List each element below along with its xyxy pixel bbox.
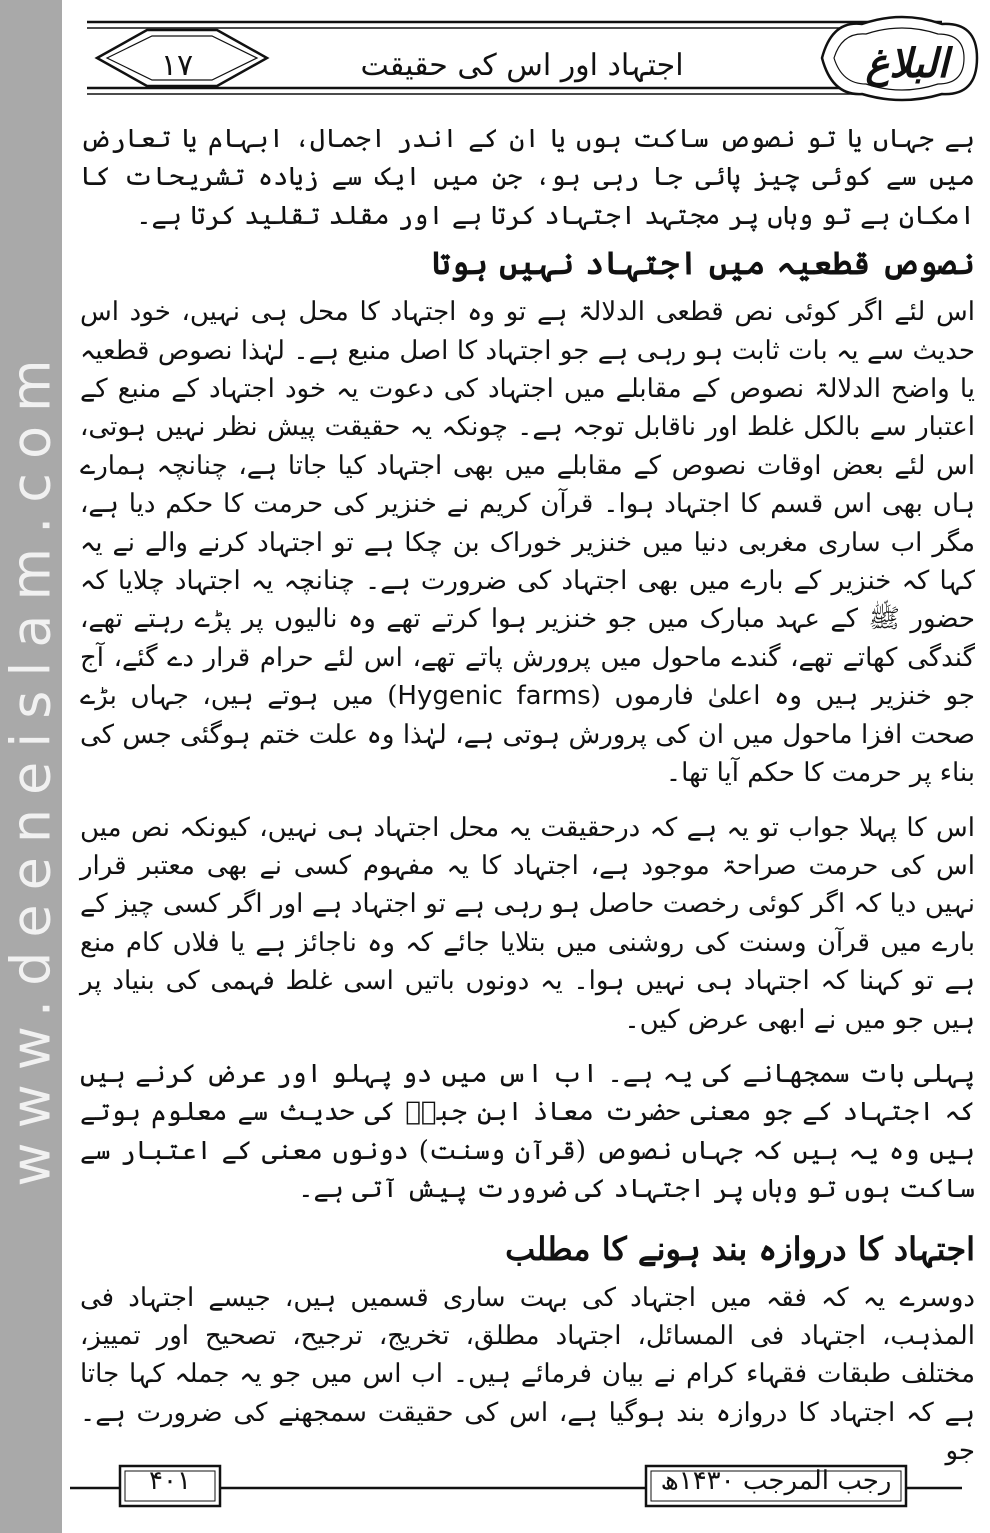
- page-header: [62, 0, 990, 118]
- article-body: [80, 120, 975, 1471]
- paragraph-5: دوسرے یہ کہ فقہ میں اجتہاد کی بہت ساری قسمیں ہیں، جیسے اجتہاد فی المذہب، اجتہاد فی المسائل، اجتہاد مطلق، تخریج، ترجیح، تصحیح اور تمییز، مختلف طبقات فقہاء کرام نے بیان فرمائے ہیں۔ اب اس میں جو یہ جملہ کہا جاتا ہے کہ اجتہاد کا دروازہ بند ہوگیا ہے، اس کی حقیقت سمجھنے کی ضرورت ہے۔ جو: [80, 1282, 975, 1467]
- running-title: اجتہاد اور اس کی حقیقت: [360, 48, 684, 83]
- magazine-logo: البلاغ: [865, 40, 949, 87]
- section-heading-2: اجتہاد کا دروازہ بند ہونے کا مطلب: [505, 1229, 975, 1268]
- paragraph-3: اس کا پہلا جواب تو یہ ہے کہ درحقیقت یہ محل اجتہاد ہی نہیں، کیونکہ نص میں اس کی حرمت صراحۃ موجود ہے، اجتہاد کا یہ مفہوم کسی نے بھی معتبر قرار نہیں دیا کہ اگر کوئی رخصت حاصل ہو رہی ہے تو اجتہاد ہے اور اگر کسی چیز کے بارے میں قرآن وسنت کی روشنی میں بتلایا جائے کہ وہ ناجائز ہے یا فلاں کام منع ہے تو کہنا کہ اجتہاد ہی نہیں ہوا۔ یہ دونوں باتیں اسی غلط فہمی کی بنیاد پر ہیں جو میں نے ابھی عرض کیں۔: [80, 812, 975, 1035]
- paragraph-4: پہلی بات سمجھانے کی یہ ہے۔ اب اس میں دو پہلو اور عرض کرنے ہیں کہ اجتہاد کے جو معنی حضرت معاذ ابن جبلؓ کی حدیث سے معلوم ہوتے ہیں وہ یہ ہیں کہ جہاں نصوص (قرآن وسنت) دونوں معنی کے اعتبار سے ساکت ہوں تو وہاں پر اجتہاد کی ضرورت پیش آتی ہے۔: [80, 1058, 975, 1205]
- footer-page-number: ۴۰۱: [149, 1466, 191, 1496]
- paragraph-1: ہے جہاں یا تو نصوص ساکت ہوں یا ان کے اندر اجمال، ابہام یا تعارض میں سے کوئی چیز پائی جا رہی ہو، جن میں ایک سے زیادہ تشریحات کا امکان ہے تو وہاں پر مجتہد اجتہاد کرتا ہے اور مقلد تقلید کرتا ہے۔: [80, 124, 975, 231]
- issue-date: رجب المرجب ۱۴۳۰ھ: [660, 1466, 892, 1496]
- page-footer: [62, 1458, 990, 1518]
- header-page-number: ۱۷: [160, 48, 194, 83]
- website-watermark: www.deeneislam.com: [0, 345, 63, 1187]
- english-term: Hygenic farms: [397, 681, 591, 712]
- paragraph-2-part-b: ) میں ہوتے ہیں، جہاں بڑے صحت افزا ماحول میں ان کی پرورش ہوتی ہے، لہٰذا وہ علت ختم ہوگئی جس کی بناء پر حرمت کا حکم آیا تھا۔: [80, 681, 976, 789]
- paragraph-2-part-a: اس لئے اگر کوئی نص قطعی الدلالۃ ہے تو وہ اجتہاد کا محل ہی نہیں، خود اس حدیث سے یہ بات ثابت ہو رہی ہے جو اجتہاد کا اصل منبع ہے۔ لہٰذا نصوص قطعیہ یا واضح الدلالۃ نصوص کے مقابلے میں اجتہاد کی دعوت یہ خود اجتہاد کے منبع کے اعتبار سے بالکل غلط اور ناقابل توجہ ہے۔ چونکہ یہ حقیقت پیش نظر نہیں ہوتی، اس لئے بعض اوقات نصوص کے مقابلے میں بھی اجتہاد کیا جاتا ہے، چنانچہ ہمارے ہاں بھی اس قسم کا اجتہاد ہوا۔ قرآن کریم نے خنزیر کی حرمت کا حکم دیا ہے، مگر اب ساری مغربی دنیا میں خنزیر خوراک بن چکا ہے تو اجتہاد کرنے والے نے یہ کہا کہ خنزیر کے بارے میں بھی اجتہاد کی ضرورت ہے۔ چنانچہ یہ اجتہاد چلایا کہ حضور ﷺ کے عہد مبارک میں جو خنزیر ہوا کرتے تھے وہ نالیوں پر پڑے رہتے تھے، گندگی کھاتے تھے، گندے ماحول میں پرورش پاتے تھے، اس لئے حرام قرار دے گئے، آج جو خنزیر ہیں وہ اعلیٰ فارموں (: [80, 297, 975, 712]
- paragraph-2: [80, 293, 975, 792]
- section-heading-1: نصوص قطعیہ میں اجتہاد نہیں ہوتا: [431, 244, 975, 283]
- side-strip: [0, 0, 62, 1533]
